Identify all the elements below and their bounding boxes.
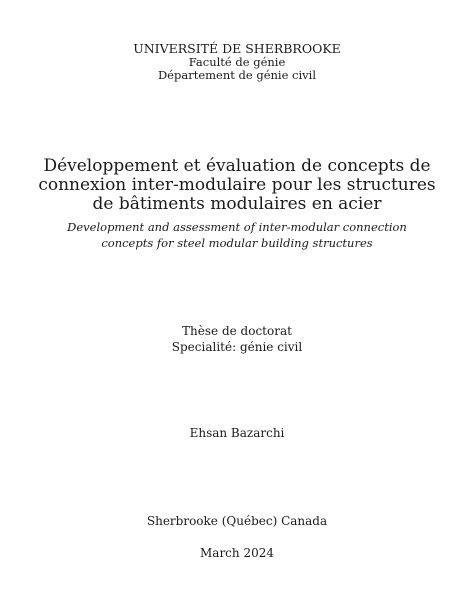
- faculty-name: Faculté de génie: [188, 55, 286, 69]
- department-name: Département de génie civil: [157, 68, 317, 82]
- french-title-line: Développement et évaluation de concepts de: [43, 156, 431, 176]
- date: March 2024: [200, 546, 274, 560]
- english-title-line: Development and assessment of inter-modular connection: [67, 220, 407, 234]
- french-title-line: connexion inter-modulaire pour les structures: [38, 175, 436, 195]
- author-name: Ehsan Bazarchi: [189, 426, 285, 440]
- university-name: UNIVERSITÉ DE SHERBROOKE: [133, 41, 341, 56]
- english-title-line: concepts for steel modular building structures: [101, 236, 373, 250]
- french-title-line: de bâtiments modulaires en acier: [92, 194, 382, 214]
- location: Sherbrooke (Québec) Canada: [146, 514, 328, 528]
- thesis-type: Thèse de doctorat: [182, 324, 292, 338]
- thesis-speciality: Specialité: génie civil: [171, 340, 303, 354]
